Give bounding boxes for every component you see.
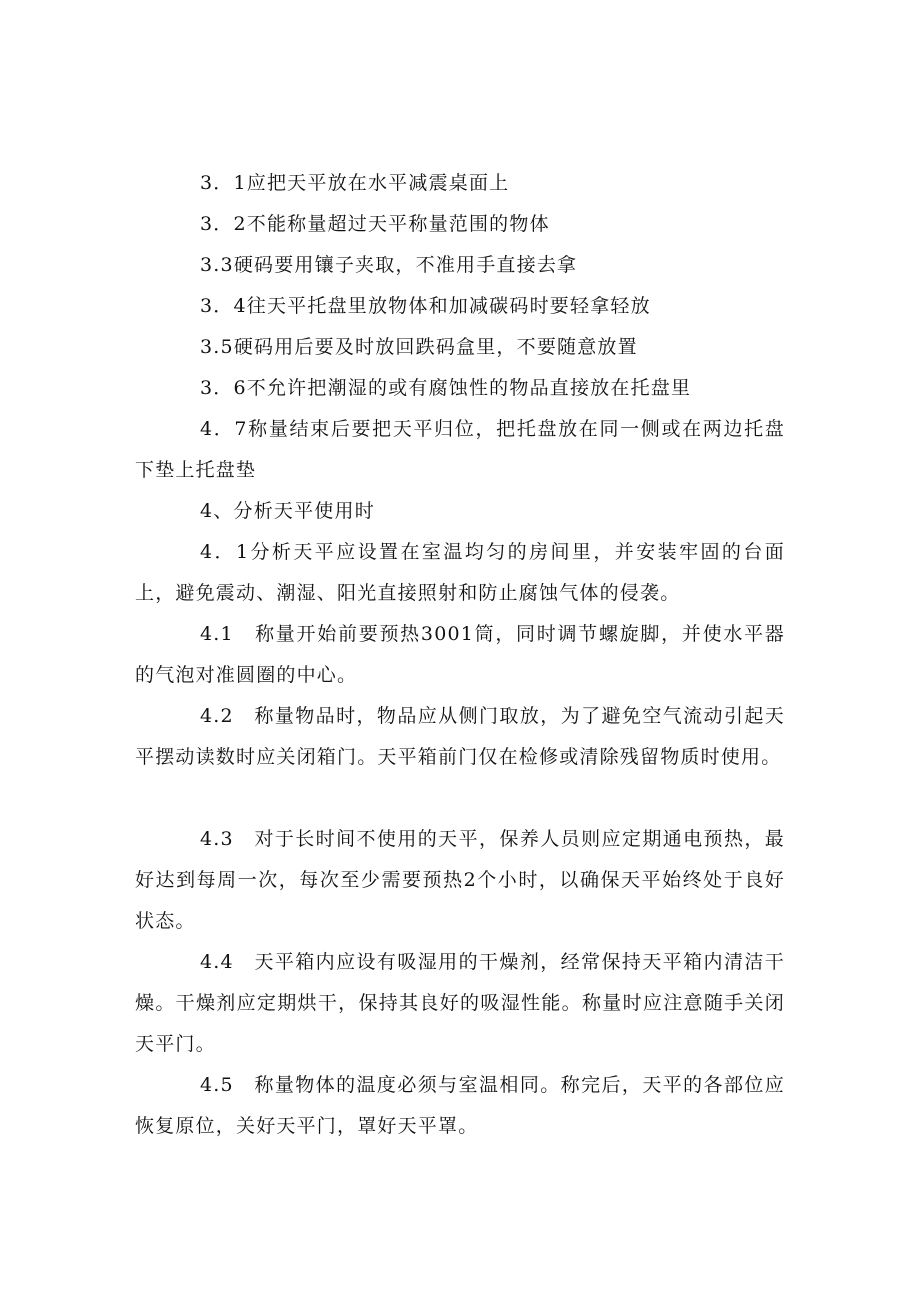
paragraph-4-4: 4.4 天平箱内应设有吸湿用的干燥剂，经常保持天平箱内清洁干燥。干燥剂应定期烘干，保持其良好的吸湿性能。称量时应注意随手关闭天平门。 [135,951,785,1055]
paragraph-4-1-b: 4.1 称量开始前要预热3001筒，同时调节螺旋脚，并使水平器的气泡对准圆圈的中心。 [135,623,785,686]
paragraph-4-5: 4.5 称量物体的温度必须与室温相同。称完后，天平的各部位应恢复原位，关好天平门，罩好天平罩。 [135,1074,785,1137]
paragraph-3-6: 3．6不允许把潮湿的或有腐蚀性的物品直接放在托盘里 [200,377,692,399]
paragraph-4-1-a: 4．1分析天平应设置在室温均匀的房间里，并安装牢固的台面上，避免震动、潮湿、阳光直接照射和防止腐蚀气体的侵袭。 [135,541,785,604]
paragraph-4-7: 4．7称量结束后要把天平归位，把托盘放在同一侧或在两边托盘下垫上托盘垫 [135,418,785,481]
section-heading-4: 4、分析天平使用时 [200,500,375,522]
paragraph-3-1: 3．1应把天平放在水平减震桌面上 [200,172,510,194]
paragraph-4-2: 4.2 称量物品时，物品应从侧门取放，为了避免空气流动引起天平摆动读数时应关闭箱门。天平箱前门仅在检修或清除残留物质时使用。 [135,705,785,768]
paragraph-4-3: 4.3 对于长时间不使用的天平，保养人员则应定期通电预热，最好达到每周一次，每次至少需要预热2个小时，以确保天平始终处于良好状态。 [135,828,785,932]
paragraph-3-3: 3.3硬码要用镶子夹取，不准用手直接去拿 [200,254,578,276]
paragraph-3-4: 3．4往天平托盘里放物体和加减碳码时要轻拿轻放 [200,295,651,317]
paragraph-3-2: 3．2不能称量超过天平称量范围的物体 [200,213,550,235]
paragraph-3-5: 3.5硬码用后要及时放回跌码盒里，不要随意放置 [200,336,638,358]
